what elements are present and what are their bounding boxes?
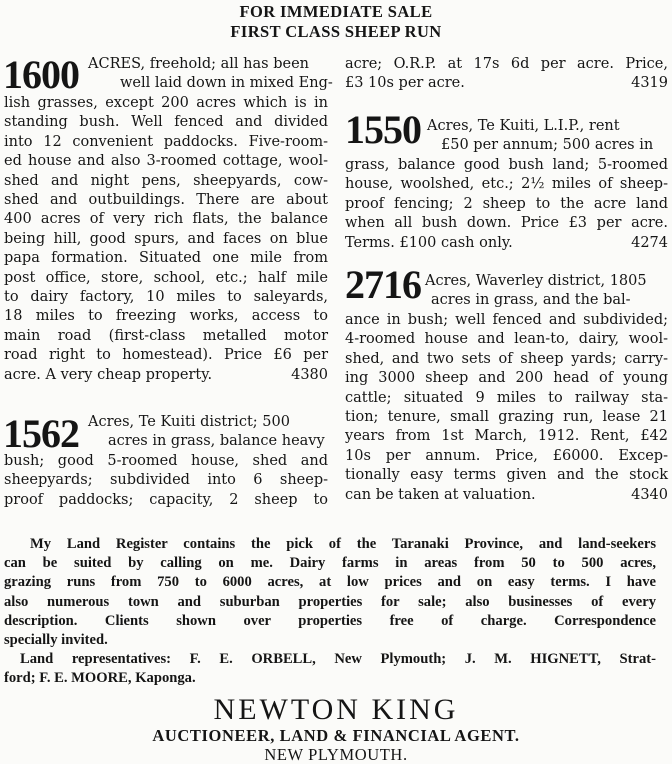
ad-last-line <box>345 234 668 253</box>
footer-text-line: My Land Register contains the pick of the Taranaki Province, and land-seekers <box>30 536 656 552</box>
ad-text-line: ed house and also 3-roomed cottage, wool- <box>4 153 328 170</box>
ad-last-text: Terms. £100 cash only. <box>345 234 513 251</box>
ad-reference-number: 4340 <box>631 486 668 503</box>
ad-text-line: main road (first-class metalled motor <box>4 327 328 344</box>
ad-text-line: acres in grass, and the bal- <box>431 292 631 309</box>
ad-text-line: lish grasses, except 200 acres which is in <box>4 95 328 111</box>
ad-text-line: 400 acres of very rich flats, the balance <box>4 211 328 228</box>
ad-text-line: 10s per annum. Price, £6000. Excep- <box>345 447 668 464</box>
ad-text-line: £50 per annum; 500 acres in <box>441 137 654 154</box>
ad-text-line: being hill, good spurs, and faces on blue <box>4 230 328 247</box>
ad-text-line: papa formation. Situated one mile from <box>4 250 328 267</box>
ad-text-line: to dairy factory, 10 miles to saleyards, <box>4 289 328 306</box>
ad-text-line: standing bush. Well fenced and divided <box>4 114 328 131</box>
ad-text-line: road right to homestead). Price £6 per <box>4 347 328 364</box>
advertiser-name: NEWTON KING <box>213 693 459 726</box>
ad-text-line: house, woolshed, etc.; 2½ miles of sheep- <box>345 176 668 193</box>
ad-last-text: acre. A very cheap property. <box>4 366 213 383</box>
ad-last-text: £3 10s per acre. <box>345 75 465 92</box>
ad-text-line: acres in grass, balance heavy <box>108 433 325 450</box>
headline-for-immediate-sale: FOR IMMEDIATE SALE <box>239 2 433 21</box>
ad-text-line: ance in bush; well fenced and subdivided; <box>345 312 668 328</box>
land-representatives-line: Land representatives: F. E. ORBELL, New Plymouth; J. M. HIGNETT, Strat- <box>20 651 656 668</box>
ad-text-line: acre; O.R.P. at 17s 6d per acre. Price, <box>345 56 668 72</box>
ad-number-2716: 2716 <box>345 262 421 307</box>
ad-text-line: post office, store, school, etc.; half mile <box>4 269 328 286</box>
ad-text-line: ing 3000 sheep and 200 head of young <box>345 370 668 387</box>
ad-text-line: when all bush down. Price £3 per acre. <box>345 215 668 232</box>
ad-text-line: well laid down in mixed Eng- <box>120 75 333 92</box>
ad-last-line <box>4 366 328 385</box>
ad-text-line: bush; good 5-roomed house, shed and <box>4 453 328 469</box>
advertiser-location: NEW PLYMOUTH. <box>264 745 408 764</box>
ad-text-line: tionally easy terms given and the stock <box>345 467 668 484</box>
land-register-paragraph <box>4 535 656 689</box>
ad-number-1600: 1600 <box>3 52 79 97</box>
advertiser-title: AUCTIONEER, LAND & FINANCIAL AGENT. <box>152 726 520 745</box>
footer-text-line: grazing runs from 750 to 6000 acres, at low prices and on easy terms. I have <box>4 574 656 591</box>
ad-text-line: sheepyards; subdivided into 6 sheep- <box>4 472 328 489</box>
ad-text-line: 18 miles to freezing works, access to <box>4 308 328 325</box>
ad-text-line: tion; tenure, small grazing run, lease 21 <box>345 409 668 426</box>
ad-text-line: shed and outbuildings. There are about <box>4 192 328 209</box>
ad-text-line: proof fencing; 2 sheep to the acre land <box>345 195 668 212</box>
ad-text-line: proof paddocks; capacity, 2 sheep to <box>4 491 328 508</box>
ad-text-line: 4-roomed house and lean-to, dairy, wool- <box>345 331 668 348</box>
ad-text-line: shed, and two sets of sheep yards; carry- <box>345 350 668 367</box>
ad-text-line: into 12 convenient paddocks. Five-room- <box>4 133 328 150</box>
ad-text-line: shed and night pens, sheepyards, cow- <box>4 172 328 189</box>
ad-reference-number: 4380 <box>291 366 328 383</box>
ad-last-text: can be taken at valuation. <box>345 486 536 503</box>
ad-text-line: ACRES, freehold; all has been <box>88 56 309 72</box>
ad-last-line <box>345 74 668 93</box>
ad-number-1562: 1562 <box>3 411 79 456</box>
ad-number-1550: 1550 <box>345 107 421 152</box>
land-representatives-line: ford; F. E. MOORE, Kaponga. <box>4 670 196 687</box>
ad-text-line: grass, balance good bush land; 5-roomed <box>345 157 668 173</box>
footer-text-line: can be suited by calling on me. Dairy farms in areas from 50 to 500 acres, <box>4 555 656 572</box>
ad-text-line: Acres, Te Kuiti, L.I.P., rent <box>427 118 620 134</box>
ad-last-line <box>345 486 668 505</box>
ad-reference-number: 4319 <box>631 75 668 92</box>
headline-first-class-sheep-run: FIRST CLASS SHEEP RUN <box>230 22 442 41</box>
ad-text-line: Acres, Waverley district, 1805 <box>425 273 647 289</box>
ad-reference-number: 4274 <box>631 234 668 251</box>
footer-text-line: also numerous town and suburban properties for sale; also businesses of every <box>4 593 656 610</box>
footer-text-line: specially invited. <box>4 631 108 648</box>
ad-text-line: Acres, Te Kuiti district; 500 <box>88 414 290 430</box>
ad-text-line: years from 1st March, 1912. Rent, £42 <box>345 428 668 445</box>
ad-text-line: cattle; situated 9 miles to railway sta- <box>345 389 668 406</box>
footer-text-line: description. Clients shown over properties free of charge. Correspondence <box>4 612 656 629</box>
